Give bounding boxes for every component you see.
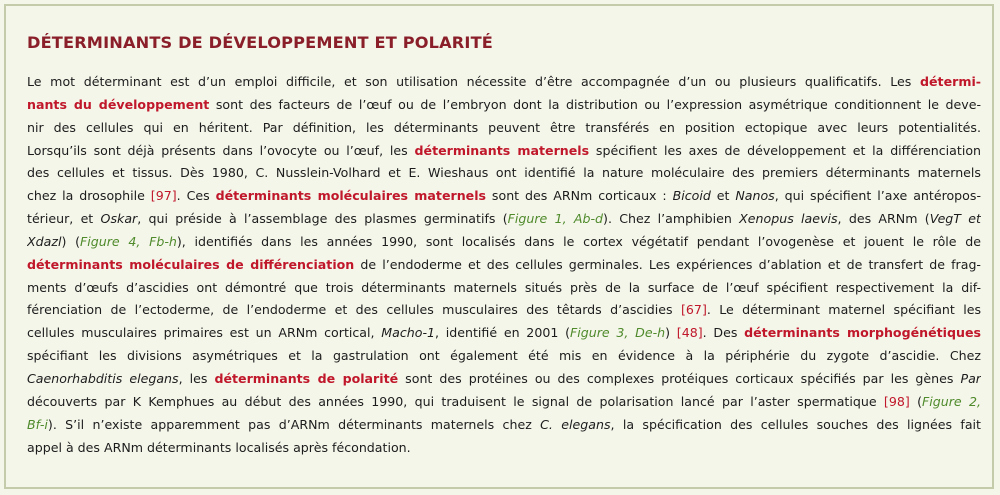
italic-term: VegT et xyxy=(929,211,981,227)
text-run: ), identifiés dans les années 1990, sont localisés dans le cortex végétatif pendant l’ovogenèse et jouent le rôle de xyxy=(176,233,981,249)
text-run: de l’endoderme et des cellules germinales. Les expériences d’ablation et de transfert de frag- xyxy=(354,256,981,272)
italic-term: Xenopus laevis xyxy=(739,211,838,227)
reference-link[interactable]: [98] xyxy=(883,393,910,409)
italic-term: Macho-1 xyxy=(381,325,436,341)
text-line xyxy=(27,277,981,300)
text-run: sont des ARNm corticaux : xyxy=(486,188,673,204)
text-run: et xyxy=(710,188,736,204)
text-line xyxy=(27,345,981,368)
text-run: sont des facteurs de l’œuf ou de l’embryon dont la distribution ou l’expression asymétrique conditionnent le deve- xyxy=(209,96,981,112)
keyword: détermi- xyxy=(920,74,981,89)
italic-term: Bicoid xyxy=(672,188,711,204)
figure-reference[interactable]: Figure 1, Ab-d xyxy=(507,211,604,227)
keyword: nants du développement xyxy=(27,96,210,112)
text-run: , les xyxy=(178,370,215,386)
text-line xyxy=(27,231,981,254)
text-run: , qui préside à l’assemblage des plasmes germinatifs ( xyxy=(137,211,508,227)
text-run: spécifiant les divisions asymétriques et la gastrulation ont également été mis en évidence à la périphérie du zygote d’ascidie. Chez xyxy=(27,348,981,364)
italic-term: Xdazl xyxy=(27,233,62,249)
keyword: déterminants moléculaires de différenciation xyxy=(27,256,355,272)
text-line xyxy=(27,322,981,345)
text-run: découverts par K Kemphues au début des années 1990, qui traduisent le signal de polarisation lancé par l’aster spermatique xyxy=(27,393,884,409)
italic-term: Nanos xyxy=(735,188,775,204)
text-run: , la spécification des cellules souches des lignées fait xyxy=(610,416,981,432)
body-text xyxy=(27,71,981,459)
text-run: nir des cellules qui en héritent. Par définition, les déterminants peuvent être transférés en position ectopique avec leurs potentialités. xyxy=(27,119,981,135)
text-run: cellules musculaires primaires est un ARNm cortical, xyxy=(27,325,382,341)
text-run: sont des protéines ou des complexes protéiques corticaux spécifiés par les gènes xyxy=(398,370,961,386)
text-run: ). S’il n’existe apparemment pas d’ARNm déterminants maternels chez xyxy=(47,416,541,432)
text-line xyxy=(27,94,981,117)
text-line xyxy=(27,117,981,140)
reference-link[interactable]: [67] xyxy=(681,302,707,318)
text-run: ( xyxy=(909,393,922,409)
text-line xyxy=(27,368,981,391)
text-run: , des ARNm ( xyxy=(837,211,930,227)
text-run: ments d’œufs d’ascidies ont démontré que trois déterminants maternels situés près de la surface de l’œuf spécifient respectivement la dif- xyxy=(27,279,981,295)
figure-reference[interactable]: Bf-i xyxy=(27,416,48,432)
italic-term: Caenorhabditis elegans xyxy=(27,370,179,386)
text-line xyxy=(27,140,981,163)
figure-reference[interactable]: Figure 2, xyxy=(922,393,981,409)
text-line xyxy=(27,391,981,414)
figure-reference[interactable]: Figure 3, De-h xyxy=(570,325,666,341)
text-run: . Le déterminant maternel spécifiant les xyxy=(706,302,981,318)
text-run: , qui spécifient l’axe antéropos- xyxy=(774,188,981,204)
text-run: , identifié en 2001 ( xyxy=(435,325,571,341)
italic-term: Par xyxy=(960,370,981,386)
text-line xyxy=(27,299,981,322)
text-run: appel à des ARNm déterminants localisés après fécondation. xyxy=(27,439,411,455)
text-run: férenciation de l’ectoderme, de l’endoderme et des cellules musculaires des têtards d’ascidies xyxy=(27,302,681,318)
reference-link[interactable]: [97] xyxy=(150,188,177,204)
text-run: des cellules et tissus. Dès 1980, C. Nusslein-Volhard et E. Wieshaus ont identifié la nature moléculaire des premiers déterminants maternels xyxy=(27,165,981,181)
box-title: DÉTERMINANTS DE DÉVELOPPEMENT ET POLARITÉ xyxy=(27,33,493,52)
keyword: déterminants moléculaires maternels xyxy=(215,188,487,204)
reference-link[interactable]: [48] xyxy=(676,325,703,341)
keyword: déterminants de polarité xyxy=(214,370,399,386)
text-run: Le mot déterminant est d’un emploi difficile, et son utilisation nécessite d’être accompagnée d’un ou plusieurs qualificatifs. Les xyxy=(27,74,920,89)
text-run: spécifient les axes de développement et la différenciation xyxy=(589,142,981,158)
text-run: ) xyxy=(665,325,677,341)
text-line xyxy=(27,71,981,94)
text-run: ). Chez l’amphibien xyxy=(603,211,740,227)
info-box xyxy=(4,4,994,489)
text-line xyxy=(27,254,981,277)
figure-reference[interactable]: Figure 4, Fb-h xyxy=(80,233,177,249)
text-run: . Ces xyxy=(176,188,216,204)
text-line xyxy=(27,162,981,185)
keyword: déterminants maternels xyxy=(414,142,590,158)
text-run: chez la drosophile xyxy=(27,188,151,204)
italic-term: C. elegans xyxy=(540,416,611,432)
text-run: ) ( xyxy=(61,233,80,249)
text-line xyxy=(27,185,981,208)
text-run: . Des xyxy=(702,325,745,341)
italic-term: Oskar xyxy=(100,211,138,227)
text-run: térieur, et xyxy=(27,211,101,227)
text-run: Lorsqu’ils sont déjà présents dans l’ovocyte ou l’œuf, les xyxy=(27,142,415,158)
text-line xyxy=(27,208,981,231)
text-line xyxy=(27,414,981,437)
keyword: déterminants morphogénétiques xyxy=(744,325,981,341)
text-line xyxy=(27,437,981,460)
